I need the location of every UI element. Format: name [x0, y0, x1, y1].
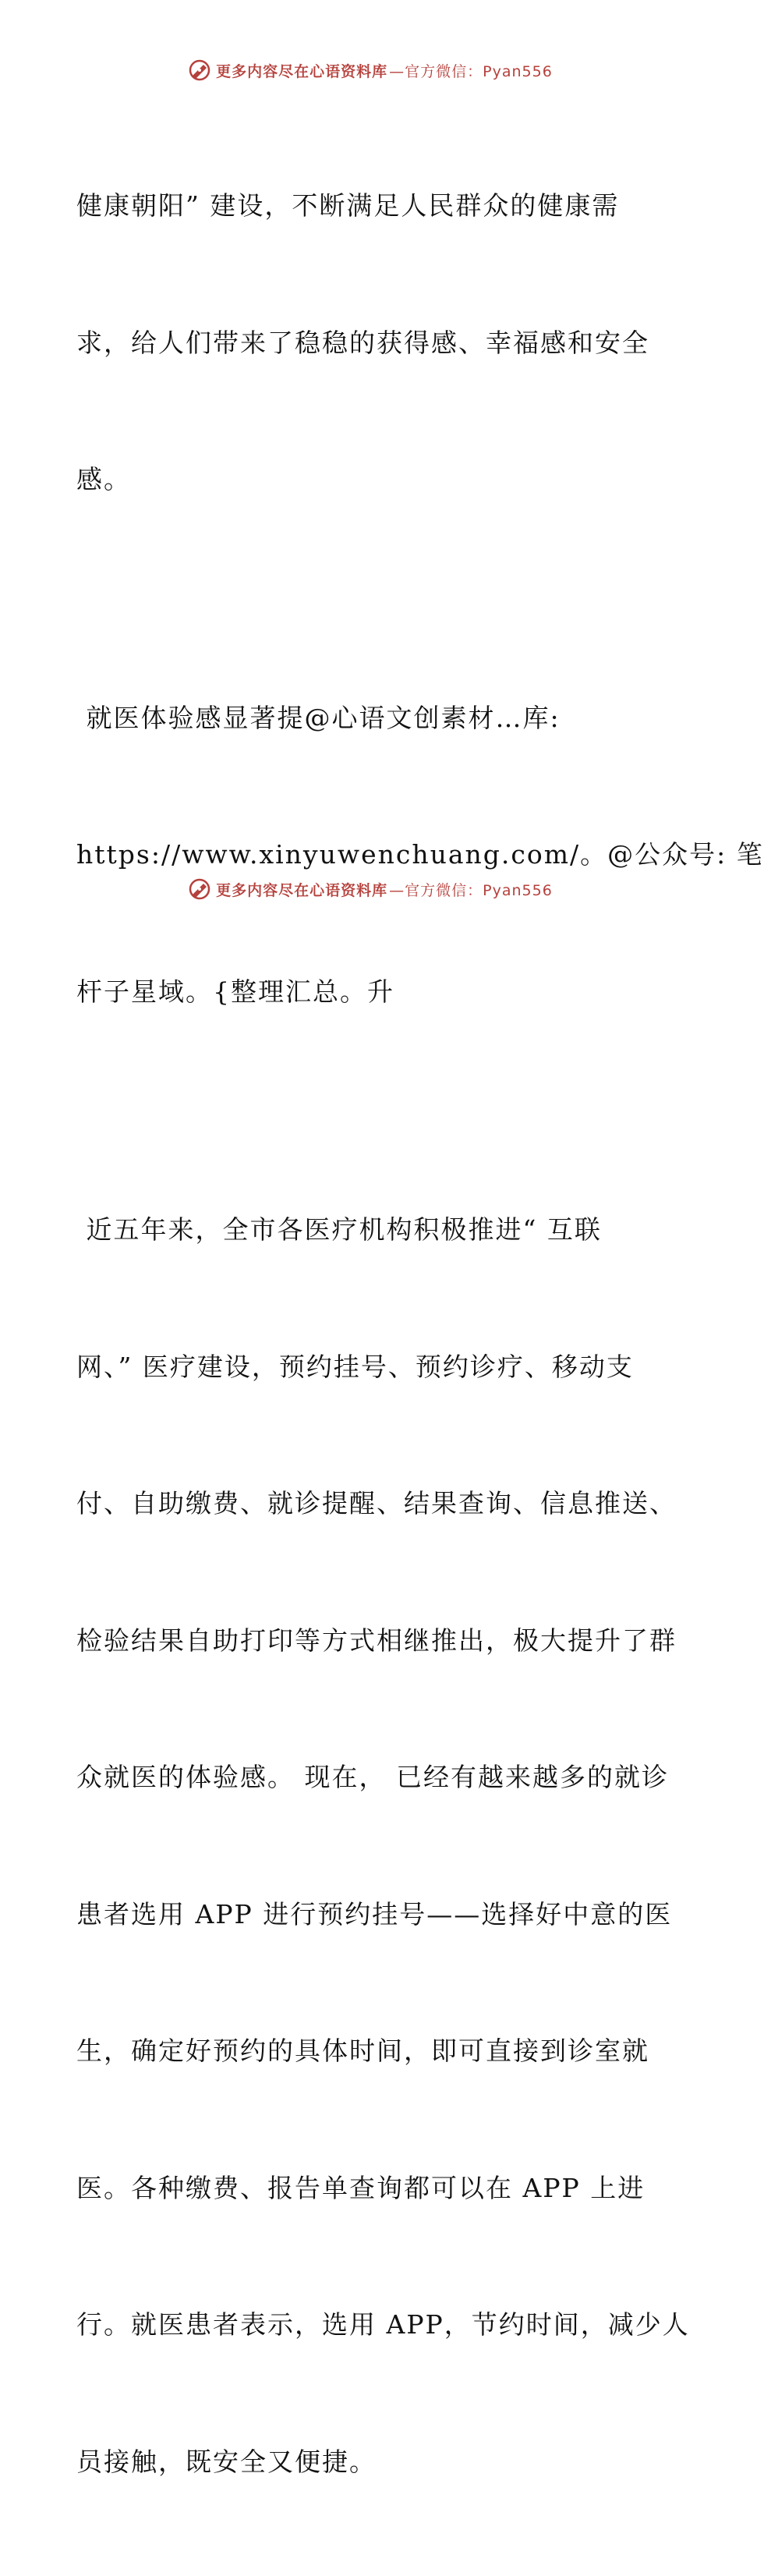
banner-title: 更多内容尽在心语资料库 [216, 881, 388, 899]
text-line: https://www.xinyuwenchuang.com/。@公众号: 笔 [76, 839, 764, 870]
text-line: 感。 [76, 464, 131, 494]
text-line: 求，给人们带来了稳稳的获得感、幸福感和安全 [76, 327, 649, 358]
pen-nib-logo-icon [188, 58, 211, 82]
text-line: 网、” 医疗建设，预约挂号、预约诊疗、移动支 [76, 1351, 634, 1382]
header-watermark-banner [0, 55, 741, 86]
text-line: 行。就医患者表示，选用 APP，节约时间，减少人 [76, 2309, 690, 2340]
text-line: 近五年来，全市各医疗机构积极推进“ 互联 [76, 1214, 602, 1245]
pen-nib-logo-icon [188, 877, 211, 901]
text-line: 员接触，既安全又便捷。 [76, 2446, 377, 2477]
document-body [76, 92, 764, 2576]
paragraph-internet-healthcare [76, 1116, 690, 2576]
text-line: 生，确定好预约的具体时间，即可直接到诊室就 [76, 2036, 649, 2066]
text-line: 患者选用 APP 进行预约挂号——选择好中意的医 [76, 1898, 673, 1929]
banner-wechat-id: —官方微信：Pyan556 [389, 881, 553, 899]
text-line: 就医体验感显著提@心语文创素材…库: [76, 702, 561, 733]
text-line: 众就医的体验感。 现在， 已经有越来越多的就诊 [76, 1762, 669, 1792]
footer-watermark-banner [0, 873, 741, 905]
text-line: 健康朝阳” 建设，不断满足人民群众的健康需 [76, 190, 620, 221]
text-line: 医。各种缴费、报告单查询都可以在 APP 上进 [76, 2172, 646, 2203]
banner-title: 更多内容尽在心语资料库 [216, 62, 388, 80]
text-line: 杆子星域。{整理汇总。升 [76, 976, 394, 1007]
banner-wechat-id: —官方微信：Pyan556 [389, 62, 553, 80]
text-line: 付、自助缴费、就诊提醒、结果查询、信息推送、 [76, 1488, 677, 1518]
paragraph-watermark-heading [76, 604, 764, 1107]
paragraph-health-chaoyang [76, 92, 669, 594]
text-line: 检验结果自助打印等方式相继推出，极大提升了群 [76, 1625, 677, 1656]
